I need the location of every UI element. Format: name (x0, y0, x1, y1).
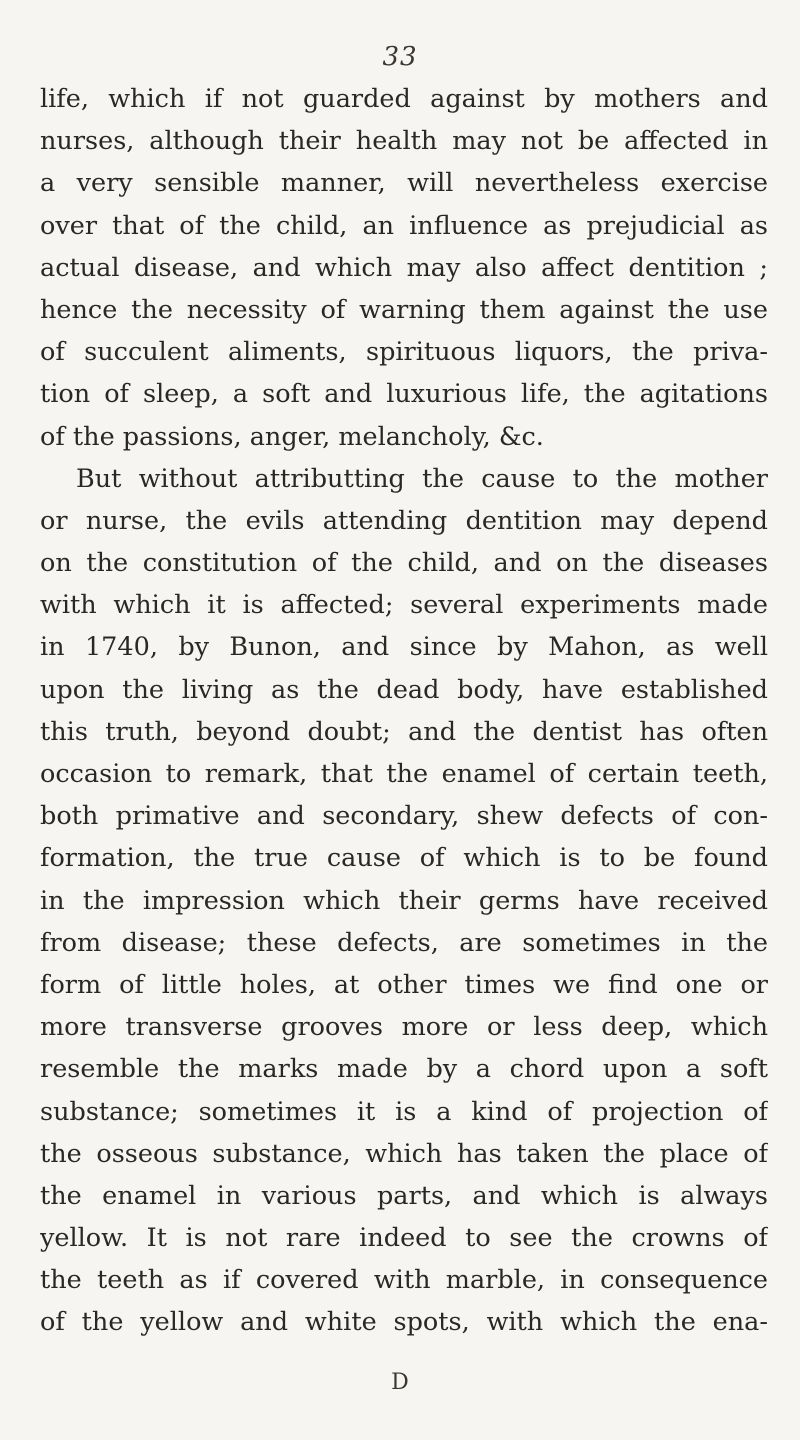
text-line: both primative and secondary, shew defects of con- (40, 801, 768, 832)
text-line: the enamel in various parts, and which is always (40, 1180, 768, 1211)
text-line: or nurse, the evils attending dentition may depend (40, 505, 768, 536)
text-line: on the constitution of the child, and on the diseases (40, 548, 768, 579)
text-line: resemble the marks made by a chord upon a soft (40, 1054, 768, 1085)
text-line: this truth, beyond doubt; and the dentist has often (40, 716, 768, 747)
signature-mark: D (391, 1370, 409, 1395)
page-number: 33 (382, 42, 418, 72)
text-line: from disease; these defects, are sometimes in the (40, 927, 768, 958)
paragraph-start-line: But without attributting the cause to the mother (76, 463, 768, 494)
body-text (40, 78, 768, 1344)
text-line: with which it is affected; several experiments made (40, 590, 768, 621)
text-line: tion of sleep, a soft and luxurious life, the agitations (40, 379, 768, 410)
text-line: substance; sometimes it is a kind of projection of (40, 1096, 768, 1127)
text-line: upon the living as the dead body, have established (40, 674, 768, 705)
text-line: over that of the child, an influence as prejudicial as (40, 210, 768, 241)
text-line: occasion to remark, that the enamel of certain teeth, (40, 759, 768, 789)
text-line: life, which if not guarded against by mothers and (40, 84, 768, 114)
text-line: the teeth as if covered with marble, in consequence (40, 1265, 768, 1296)
text-line: more transverse grooves more or less deep, which (40, 1012, 768, 1043)
text-line: the osseous substance, which has taken the place of (40, 1138, 768, 1169)
text-line: actual disease, and which may also affect dentition ; (40, 252, 768, 283)
text-line: of the passions, anger, melancholy, &c. (40, 421, 544, 452)
text-line: nurses, although their health may not be affected in (40, 126, 768, 157)
text-line: yellow. It is not rare indeed to see the crowns of (40, 1223, 768, 1254)
text-line: a very sensible manner, will nevertheless exercise (40, 168, 768, 199)
text-line: hence the necessity of warning them against the use (40, 294, 768, 325)
text-line: in 1740, by Bunon, and since by Mahon, as well (40, 632, 768, 663)
text-line: in the impression which their germs have received (40, 885, 768, 916)
text-line: of the yellow and white spots, with which the ena- (40, 1307, 768, 1338)
text-line: of succulent aliments, spirituous liquors, the priva- (40, 337, 768, 368)
text-line: formation, the true cause of which is to be found (40, 843, 768, 874)
text-line: form of little holes, at other times we find one or (40, 969, 768, 1000)
